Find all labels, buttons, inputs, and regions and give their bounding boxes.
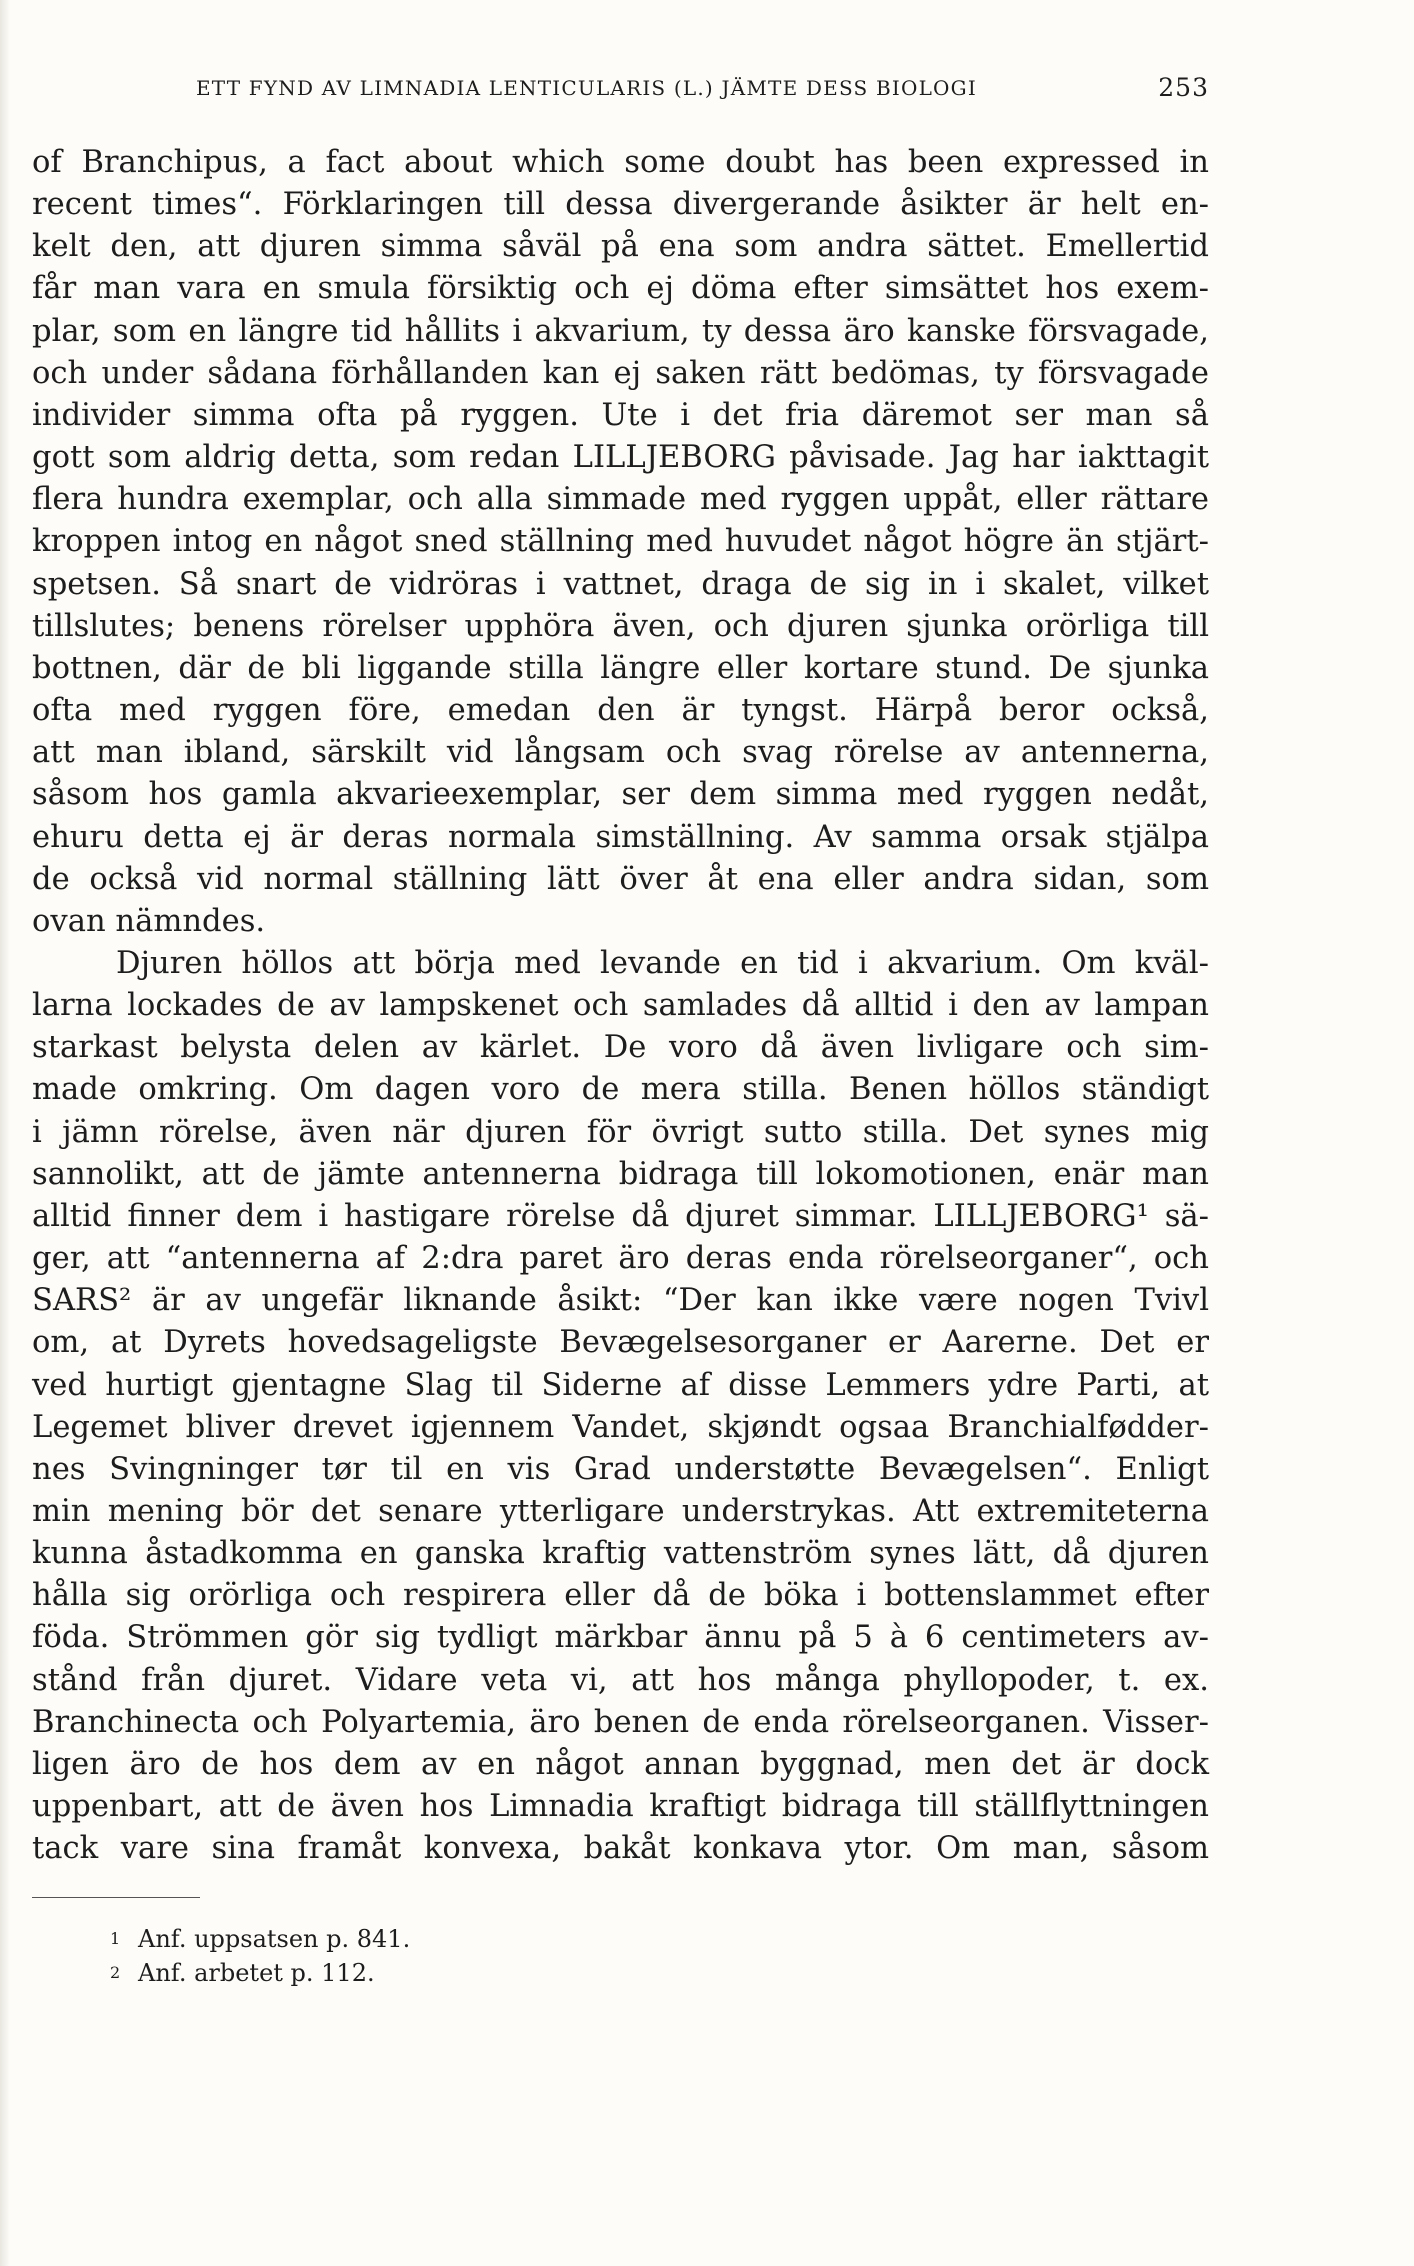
text-line: made omkring. Om dagen voro de mera stilla. Benen höllos ständigt: [32, 1072, 1209, 1108]
text-line: larna lockades de av lampskenet och samlades då alltid i den av lampan: [32, 988, 1209, 1024]
footnote-marker: 2: [110, 1963, 121, 1982]
body-text: [32, 142, 1209, 1870]
text-line: om, at Dyrets hovedsageligste Bevægelsesorganer er Aarerne. Det er: [32, 1325, 1209, 1361]
footnote: [110, 1956, 410, 1990]
text-line: att man ibland, särskilt vid långsam och svag rörelse av antennerna,: [32, 735, 1209, 771]
footnote-text: Anf. uppsatsen p. 841.: [138, 1925, 411, 1953]
footnote-text: Anf. arbetet p. 112.: [138, 1959, 375, 1987]
text-line: ehuru detta ej är deras normala simställning. Av samma orsak stjälpa: [32, 819, 1209, 855]
text-line: of Branchipus, a fact about which some doubt has been expressed in: [32, 145, 1209, 180]
text-line: plar, som en längre tid hållits i akvarium, ty dessa äro kanske försvagade,: [32, 313, 1209, 349]
text-line: ligen äro de hos dem av en något annan byggnad, men det är dock: [32, 1746, 1209, 1782]
text-line: och under sådana förhållanden kan ej saken rätt bedömas, ty försvagade: [32, 355, 1209, 391]
text-line: i jämn rörelse, även när djuren för övrigt sutto stilla. Det synes mig: [32, 1114, 1209, 1150]
text-line: kelt den, att djuren simma såväl på ena som andra sättet. Emellertid: [32, 229, 1209, 265]
text-line: Legemet bliver drevet igjennem Vandet, skjøndt ogsaa Branchialfødder-: [32, 1409, 1209, 1445]
paragraph-2: [32, 943, 1209, 1870]
text-line: recent times“. Förklaringen till dessa divergerande åsikter är helt en-: [32, 187, 1209, 223]
running-title: ETT FYND AV LIMNADIA LENTICULARIS (L.) JÄMTE DESS BIOLOGI: [196, 76, 977, 100]
text-line: sannolikt, att de jämte antennerna bidraga till lokomotionen, enär man: [32, 1156, 1209, 1192]
text-line: tillslutes; benens rörelser upphöra även, och djuren sjunka orörliga till: [32, 608, 1209, 644]
text-line: nes Svingninger tør til en vis Grad understøtte Bevægelsen“. Enligt: [32, 1451, 1209, 1487]
text-line: de också vid normal ställning lätt över åt ena eller andra sidan, som: [32, 861, 1209, 897]
footnote: [110, 1922, 410, 1956]
paragraph-1: [32, 142, 1209, 943]
page-header: [32, 70, 1209, 110]
text-line: tack vare sina framåt konvexa, bakåt konkava ytor. Om man, såsom: [32, 1831, 1209, 1867]
footnote-marker: 1: [110, 1929, 121, 1948]
text-line: stånd från djuret. Vidare veta vi, att hos många phyllopoder, t. ex.: [32, 1662, 1209, 1698]
text-line: föda. Strömmen gör sig tydligt märkbar ännu på 5 à 6 centimeters av-: [32, 1620, 1209, 1656]
text-line: spetsen. Så snart de vidröras i vattnet, draga de sig in i skalet, vilket: [32, 566, 1209, 602]
page-edge-shadow: [0, 0, 10, 2266]
text-line: får man vara en smula försiktig och ej döma efter simsättet hos exem-: [32, 271, 1209, 307]
footnotes: [110, 1922, 410, 1990]
text-line: min mening bör det senare ytterligare understrykas. Att extremiteterna: [32, 1494, 1209, 1529]
text-line: uppenbart, att de även hos Limnadia kraftigt bidraga till ställflyttningen: [32, 1789, 1209, 1825]
text-line: gott som aldrig detta, som redan LILLJEBORG påvisade. Jag har iakttagit: [32, 440, 1209, 476]
text-line: ved hurtigt gjentagne Slag til Siderne af disse Lemmers ydre Parti, at: [32, 1367, 1209, 1403]
text-line: starkast belysta delen av kärlet. De voro då även livligare och sim-: [32, 1030, 1209, 1066]
page-number: 253: [1158, 73, 1209, 102]
text-line: såsom hos gamla akvarieexemplar, ser dem simma med ryggen nedåt,: [32, 777, 1209, 813]
text-line: Branchinecta och Polyartemia, äro benen de enda rörelseorganen. Visser-: [32, 1704, 1209, 1740]
text-line: alltid finner dem i hastigare rörelse då djuret simmar. LILLJEBORG¹ sä-: [32, 1198, 1209, 1234]
text-line: ger, att “antennerna af 2:dra paret äro deras enda rörelseorganer“, och: [32, 1241, 1209, 1277]
text-line: hålla sig orörliga och respirera eller då de böka i bottenslammet efter: [32, 1578, 1209, 1614]
text-line: Djuren höllos att börja med levande en tid i akvarium. Om kväl-: [116, 945, 1209, 981]
text-line: kunna åstadkomma en ganska kraftig vattenström synes lätt, då djuren: [32, 1536, 1209, 1572]
text-line: kroppen intog en något sned ställning med huvudet något högre än stjärt-: [32, 524, 1209, 560]
text-line: ovan nämndes.: [32, 903, 266, 939]
footnote-divider: [32, 1897, 200, 1898]
text-line: bottnen, där de bli liggande stilla längre eller kortare stund. De sjunka: [32, 650, 1209, 686]
text-line: SARS² är av ungefär liknande åsikt: “Der kan ikke være nogen Tvivl: [32, 1283, 1209, 1319]
text-line: individer simma ofta på ryggen. Ute i det fria däremot ser man så: [32, 397, 1209, 433]
text-line: flera hundra exemplar, och alla simmade med ryggen uppåt, eller rättare: [32, 482, 1209, 518]
text-line: ofta med ryggen före, emedan den är tyngst. Härpå beror också,: [32, 693, 1209, 729]
